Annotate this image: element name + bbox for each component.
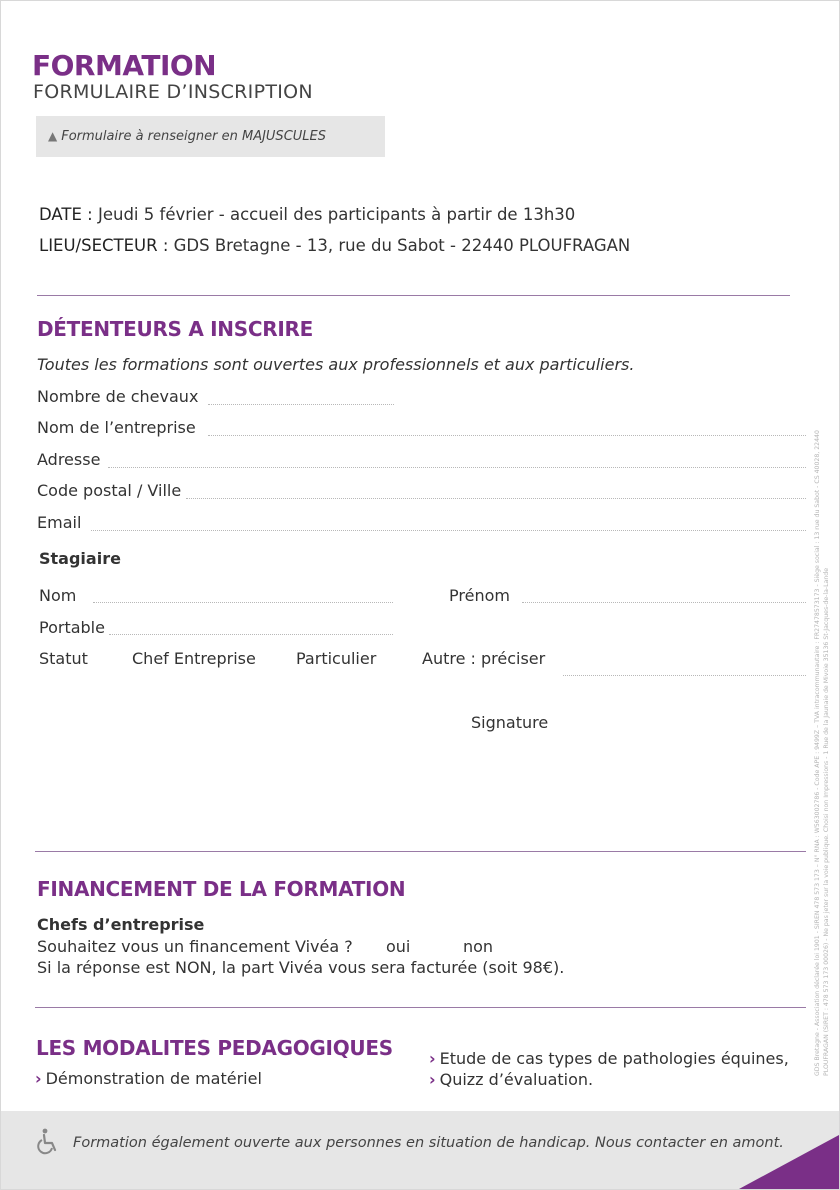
date-label: DATE : <box>39 205 93 224</box>
divider <box>35 1007 806 1008</box>
pedagogy-item: › Démonstration de matériel <box>35 1069 262 1088</box>
company-field[interactable] <box>208 435 806 436</box>
signature-label: Signature <box>471 713 549 732</box>
footer-banner <box>1 1111 839 1189</box>
horses-field[interactable] <box>208 404 394 405</box>
chevron-right-icon: › <box>429 1049 436 1068</box>
trainee-heading: Stagiaire <box>39 549 121 568</box>
financing-heading: FINANCEMENT DE LA FORMATION <box>37 877 406 901</box>
postal-field[interactable] <box>186 498 806 499</box>
footer-text: Formation également ouverte aux personnes en situation de handicap. Nous contacter en amont. <box>73 1135 784 1151</box>
corner-accent <box>739 1135 839 1189</box>
holders-heading: DÉTENTEURS A INSCRIRE <box>37 317 313 341</box>
place-label: LIEU/SECTEUR : <box>39 236 169 255</box>
page-subtitle: FORMULAIRE D’INSCRIPTION <box>33 81 313 103</box>
event-place <box>39 236 630 255</box>
date-value: Jeudi 5 février - accueil des participants à partir de 13h30 <box>97 205 576 224</box>
financing-note: Si la réponse est NON, la part Vivéa vous sera facturée (soit 98€). <box>37 958 565 977</box>
chevron-right-icon: › <box>35 1069 42 1088</box>
warning-icon: ▲ <box>48 129 58 143</box>
pedagogy-heading: LES MODALITES PEDAGOGIQUES <box>36 1036 393 1060</box>
page-title: FORMATION <box>32 49 217 82</box>
address-field[interactable] <box>108 467 806 468</box>
horses-label: Nombre de chevaux <box>37 387 199 406</box>
divider <box>37 295 790 296</box>
financing-yes[interactable]: oui <box>386 937 411 956</box>
uppercase-notice <box>36 116 385 157</box>
lastname-field[interactable] <box>93 602 393 603</box>
financing-question: Souhaitez vous un financement Vivéa ? <box>37 937 353 956</box>
status-option-particulier[interactable]: Particulier <box>296 649 377 668</box>
firstname-label: Prénom <box>449 586 510 605</box>
email-field[interactable] <box>91 530 806 531</box>
event-date <box>39 205 575 224</box>
status-label: Statut <box>39 649 88 668</box>
legal-mentions: GDS Bretagne - Association déclarée loi 1901 - SIREN 478 573 173 – N° RNA : W563002786 - Code APE : 9499Z – TVA intracommunautaire : FR27478573173 - Siège social : 13 rue du Sabot - CS 40028, 22440 PLOUFRAGAN (SIRET : 478 573 173 00026) - Ne pas jeter sur la voie publique. Choisi non Impressions - 1 Rue de la Jaunaie de Mivoie 35136 St-Jacques-de-la-Lande <box>814 430 830 1076</box>
mobile-field[interactable] <box>109 634 393 635</box>
holders-intro: Toutes les formations sont ouvertes aux professionnels et aux particuliers. <box>37 355 635 374</box>
lastname-label: Nom <box>39 586 77 605</box>
financing-no[interactable]: non <box>463 937 494 956</box>
chevron-right-icon: › <box>429 1070 436 1089</box>
status-option-chef[interactable]: Chef Entreprise <box>132 649 256 668</box>
pedagogy-item: › Etude de cas types de pathologies équines, <box>429 1049 789 1068</box>
company-label: Nom de l’entreprise <box>37 418 196 437</box>
mobile-label: Portable <box>39 618 105 637</box>
pedagogy-item: › Quizz d’évaluation. <box>429 1070 594 1089</box>
email-label: Email <box>37 513 82 532</box>
notice-text: Formulaire à renseigner en MAJUSCULES <box>61 129 326 144</box>
status-option-autre[interactable]: Autre : préciser <box>422 649 546 668</box>
firstname-field[interactable] <box>522 602 806 603</box>
status-other-field[interactable] <box>563 675 806 676</box>
financing-sub: Chefs d’entreprise <box>37 915 205 934</box>
postal-label: Code postal / Ville <box>37 481 182 500</box>
address-label: Adresse <box>37 450 101 469</box>
place-value: GDS Bretagne - 13, rue du Sabot - 22440 PLOUFRAGAN <box>173 236 631 255</box>
wheelchair-icon <box>35 1127 63 1155</box>
divider <box>35 851 806 852</box>
